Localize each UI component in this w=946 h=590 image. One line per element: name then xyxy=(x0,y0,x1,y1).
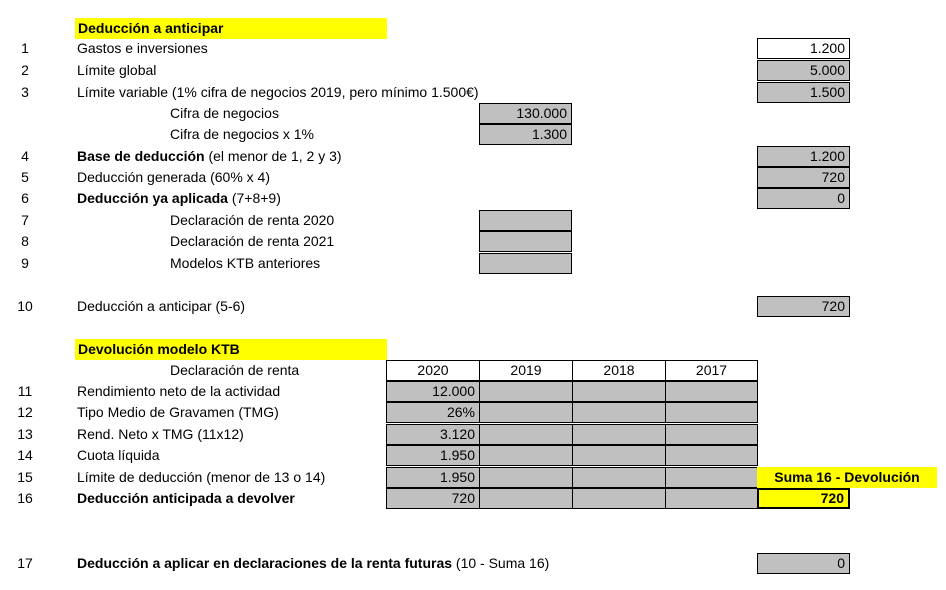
cell-cifra-negocios[interactable]: 130.000 xyxy=(479,103,572,124)
column-header-2020: 2020 xyxy=(386,360,480,381)
cell-r15-2017[interactable] xyxy=(665,467,758,488)
row-number: 13 xyxy=(17,426,33,442)
cell-base-deduccion[interactable]: 1.200 xyxy=(757,146,850,167)
cell-r12-2019[interactable] xyxy=(479,402,573,423)
row-number: 8 xyxy=(21,233,29,249)
cell-r14-2020[interactable]: 1.950 xyxy=(386,445,480,466)
cell-deduccion-ya-aplicada[interactable]: 0 xyxy=(757,188,850,209)
section-header-devolucion-ktb: Devolución modelo KTB xyxy=(75,339,387,360)
row-number: 10 xyxy=(17,298,33,314)
cell-r16-2019[interactable] xyxy=(479,488,573,509)
column-header-2017: 2017 xyxy=(665,360,758,381)
cell-r12-2018[interactable] xyxy=(572,402,666,423)
row-number: 17 xyxy=(17,555,33,571)
cell-r13-2019[interactable] xyxy=(479,424,573,445)
label-cifra-negocios: Cifra de negocios xyxy=(170,105,279,121)
label-declaracion-2021: Declaración de renta 2021 xyxy=(170,233,335,249)
column-header-2019: 2019 xyxy=(479,360,573,381)
cell-r13-2017[interactable] xyxy=(665,424,758,445)
row-number: 1 xyxy=(21,40,29,56)
cell-r13-2018[interactable] xyxy=(572,424,666,445)
cell-r12-2017[interactable] xyxy=(665,402,758,423)
cell-r11-2018[interactable] xyxy=(572,381,666,402)
row-number: 15 xyxy=(17,469,33,485)
row-number: 9 xyxy=(21,255,29,271)
label-limite-variable: Límite variable (1% cifra de negocios 2019, pero mínimo 1.500€) xyxy=(77,84,479,100)
cell-r14-2017[interactable] xyxy=(665,445,758,466)
cell-r15-2019[interactable] xyxy=(479,467,573,488)
cell-gastos-inversiones[interactable]: 1.200 xyxy=(757,38,850,59)
cell-deduccion-generada[interactable]: 720 xyxy=(757,167,850,188)
label-limite-deduccion: Límite de deducción (menor de 13 o 14) xyxy=(77,469,326,485)
label-gastos-inversiones: Gastos e inversiones xyxy=(77,40,208,56)
label-limite-global: Límite global xyxy=(77,62,157,78)
cell-deduccion-anticipar[interactable]: 720 xyxy=(757,296,850,317)
row-number: 11 xyxy=(17,383,33,399)
cell-declaracion-2021[interactable] xyxy=(479,231,572,252)
cell-suma-16-devolucion[interactable]: 720 xyxy=(757,488,850,509)
cell-modelos-ktb[interactable] xyxy=(479,253,572,274)
row-number: 16 xyxy=(17,490,33,506)
cell-limite-variable[interactable]: 1.500 xyxy=(757,82,850,103)
row-number: 3 xyxy=(21,84,29,100)
row-number: 5 xyxy=(21,169,29,185)
label-suma-16-devolucion: Suma 16 - Devolución xyxy=(757,467,937,488)
column-header-2018: 2018 xyxy=(572,360,666,381)
cell-declaracion-2020[interactable] xyxy=(479,210,572,231)
label-cifra-negocios-1pct: Cifra de negocios x 1% xyxy=(170,126,314,142)
row-number: 4 xyxy=(21,148,29,164)
row-number: 7 xyxy=(21,212,29,228)
row-number: 12 xyxy=(17,404,33,420)
label-declaracion-2020: Declaración de renta 2020 xyxy=(170,212,335,228)
label-declaracion-renta: Declaración de renta xyxy=(170,362,300,378)
cell-r12-2020[interactable]: 26% xyxy=(386,402,480,423)
label-base-deduccion: Base de deducción (el menor de 1, 2 y 3) xyxy=(77,148,342,164)
cell-r11-2019[interactable] xyxy=(479,381,573,402)
row-number: 6 xyxy=(21,190,29,206)
label-deduccion-anticipar: Deducción a anticipar (5-6) xyxy=(77,298,246,314)
cell-r16-2020[interactable]: 720 xyxy=(386,488,480,509)
label-deduccion-futuras: Deducción a aplicar en declaraciones de la renta futuras (10 - Suma 16) xyxy=(77,555,550,571)
cell-cifra-negocios-1pct[interactable]: 1.300 xyxy=(479,124,572,145)
cell-r11-2020[interactable]: 12.000 xyxy=(386,381,480,402)
label-tipo-medio-gravamen: Tipo Medio de Gravamen (TMG) xyxy=(77,404,279,420)
label-deduccion-ya-aplicada: Deducción ya aplicada (7+8+9) xyxy=(77,190,281,206)
cell-r14-2019[interactable] xyxy=(479,445,573,466)
section-header-deduccion-anticipar: Deducción a anticipar xyxy=(75,18,387,39)
cell-r15-2018[interactable] xyxy=(572,467,666,488)
label-cuota-liquida: Cuota líquida xyxy=(77,447,160,463)
cell-limite-global[interactable]: 5.000 xyxy=(757,60,850,81)
cell-r14-2018[interactable] xyxy=(572,445,666,466)
label-deduccion-generada: Deducción generada (60% x 4) xyxy=(77,169,271,185)
row-number: 14 xyxy=(17,447,33,463)
row-number: 2 xyxy=(21,62,29,78)
cell-r15-2020[interactable]: 1.950 xyxy=(386,467,480,488)
cell-r16-2017[interactable] xyxy=(665,488,758,509)
label-rendimiento-neto: Rendimiento neto de la actividad xyxy=(77,383,281,399)
label-rend-neto-tmg: Rend. Neto x TMG (11x12) xyxy=(77,426,244,442)
cell-r16-2018[interactable] xyxy=(572,488,666,509)
label-modelos-ktb: Modelos KTB anteriores xyxy=(170,255,321,271)
cell-r13-2020[interactable]: 3.120 xyxy=(386,424,480,445)
cell-deduccion-futuras[interactable]: 0 xyxy=(757,553,850,574)
label-deduccion-anticipada-devolver: Deducción anticipada a devolver xyxy=(77,490,295,506)
cell-r11-2017[interactable] xyxy=(665,381,758,402)
